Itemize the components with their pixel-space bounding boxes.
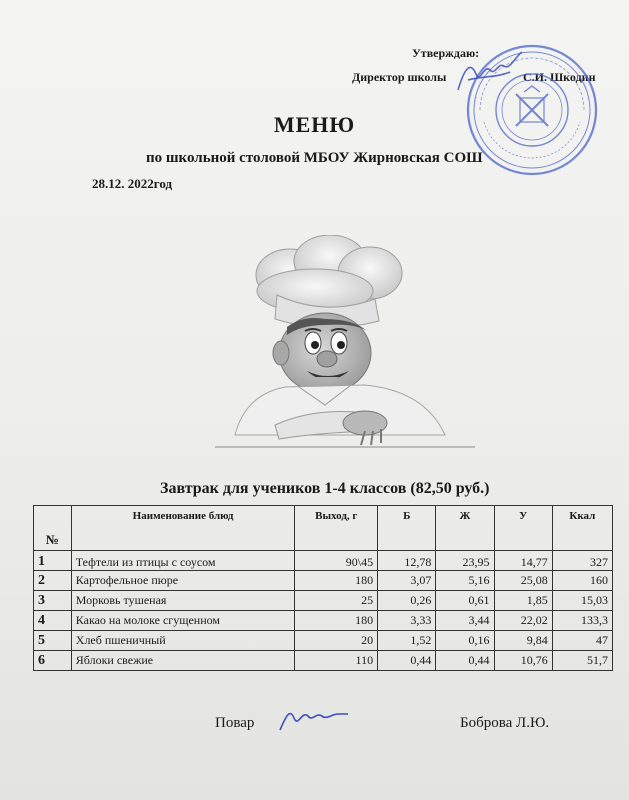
col-kcal: Ккал [552, 506, 612, 551]
table-header-row [34, 506, 613, 551]
dish-u: 22,02 [494, 611, 552, 631]
menu-date: 28.12. 2022год [92, 176, 173, 191]
school-subtitle: по школьной столовой МБОУ Жирновская СОШ [146, 150, 483, 166]
table-row [34, 551, 613, 571]
dish-name: Тефтели из птицы с соусом [71, 551, 295, 571]
row-num: 5 [34, 631, 72, 651]
dish-output: 25 [295, 591, 378, 611]
table-row [34, 651, 613, 671]
table-row [34, 631, 613, 651]
dish-b: 1,52 [378, 631, 436, 651]
row-num: 3 [34, 591, 72, 611]
dish-zh: 5,16 [436, 571, 494, 591]
dish-b: 3,07 [378, 571, 436, 591]
table-row [34, 571, 613, 591]
table-row [34, 611, 613, 631]
dish-output: 90\45 [295, 551, 378, 571]
dish-kcal: 327 [552, 551, 612, 571]
dish-zh: 0,16 [436, 631, 494, 651]
dish-output: 180 [295, 611, 378, 631]
col-num: № [34, 506, 72, 551]
dish-b: 0,26 [378, 591, 436, 611]
table-row [34, 591, 613, 611]
dish-b: 3,33 [378, 611, 436, 631]
dish-name: Хлеб пшеничный [71, 631, 295, 651]
row-num: 1 [34, 551, 72, 571]
director-name: С.И. Шкодин [523, 70, 596, 84]
cook-signature [272, 700, 352, 736]
dish-output: 110 [295, 651, 378, 671]
dish-b: 12,78 [378, 551, 436, 571]
col-u: У [494, 506, 552, 551]
chef-illustration [215, 235, 475, 450]
row-num: 2 [34, 571, 72, 591]
dish-kcal: 51,7 [552, 651, 612, 671]
dish-kcal: 160 [552, 571, 612, 591]
dish-zh: 23,95 [436, 551, 494, 571]
approval-label: Утверждаю: [412, 46, 480, 60]
dish-b: 0,44 [378, 651, 436, 671]
dish-name: Какао на молоке сгущенном [71, 611, 295, 631]
dish-output: 20 [295, 631, 378, 651]
col-name: Наименование блюд [71, 506, 295, 551]
dish-zh: 0,61 [436, 591, 494, 611]
dish-u: 10,76 [494, 651, 552, 671]
breakfast-title: Завтрак для учеников 1-4 классов (82,50 руб.) [160, 480, 490, 497]
director-label: Директор школы [352, 70, 447, 84]
cook-name: Боброва Л.Ю. [460, 715, 550, 731]
dish-u: 9,84 [494, 631, 552, 651]
cook-label: Повар [215, 715, 255, 731]
dish-zh: 0,44 [436, 651, 494, 671]
dish-output: 180 [295, 571, 378, 591]
dish-u: 14,77 [494, 551, 552, 571]
dish-kcal: 47 [552, 631, 612, 651]
dish-kcal: 133,3 [552, 611, 612, 631]
col-b: Б [378, 506, 436, 551]
page-title: МЕНЮ [273, 112, 356, 137]
dish-u: 1,85 [494, 591, 552, 611]
row-num: 4 [34, 611, 72, 631]
row-num: 6 [34, 651, 72, 671]
menu-table [33, 505, 613, 671]
dish-zh: 3,44 [436, 611, 494, 631]
dish-name: Картофельное пюре [71, 571, 295, 591]
director-signature [440, 40, 540, 100]
dish-u: 25,08 [494, 571, 552, 591]
dish-name: Яблоки свежие [71, 651, 295, 671]
dish-name: Морковь тушеная [71, 591, 295, 611]
col-zh: Ж [436, 506, 494, 551]
dish-kcal: 15,03 [552, 591, 612, 611]
col-output: Выход, г [295, 506, 378, 551]
